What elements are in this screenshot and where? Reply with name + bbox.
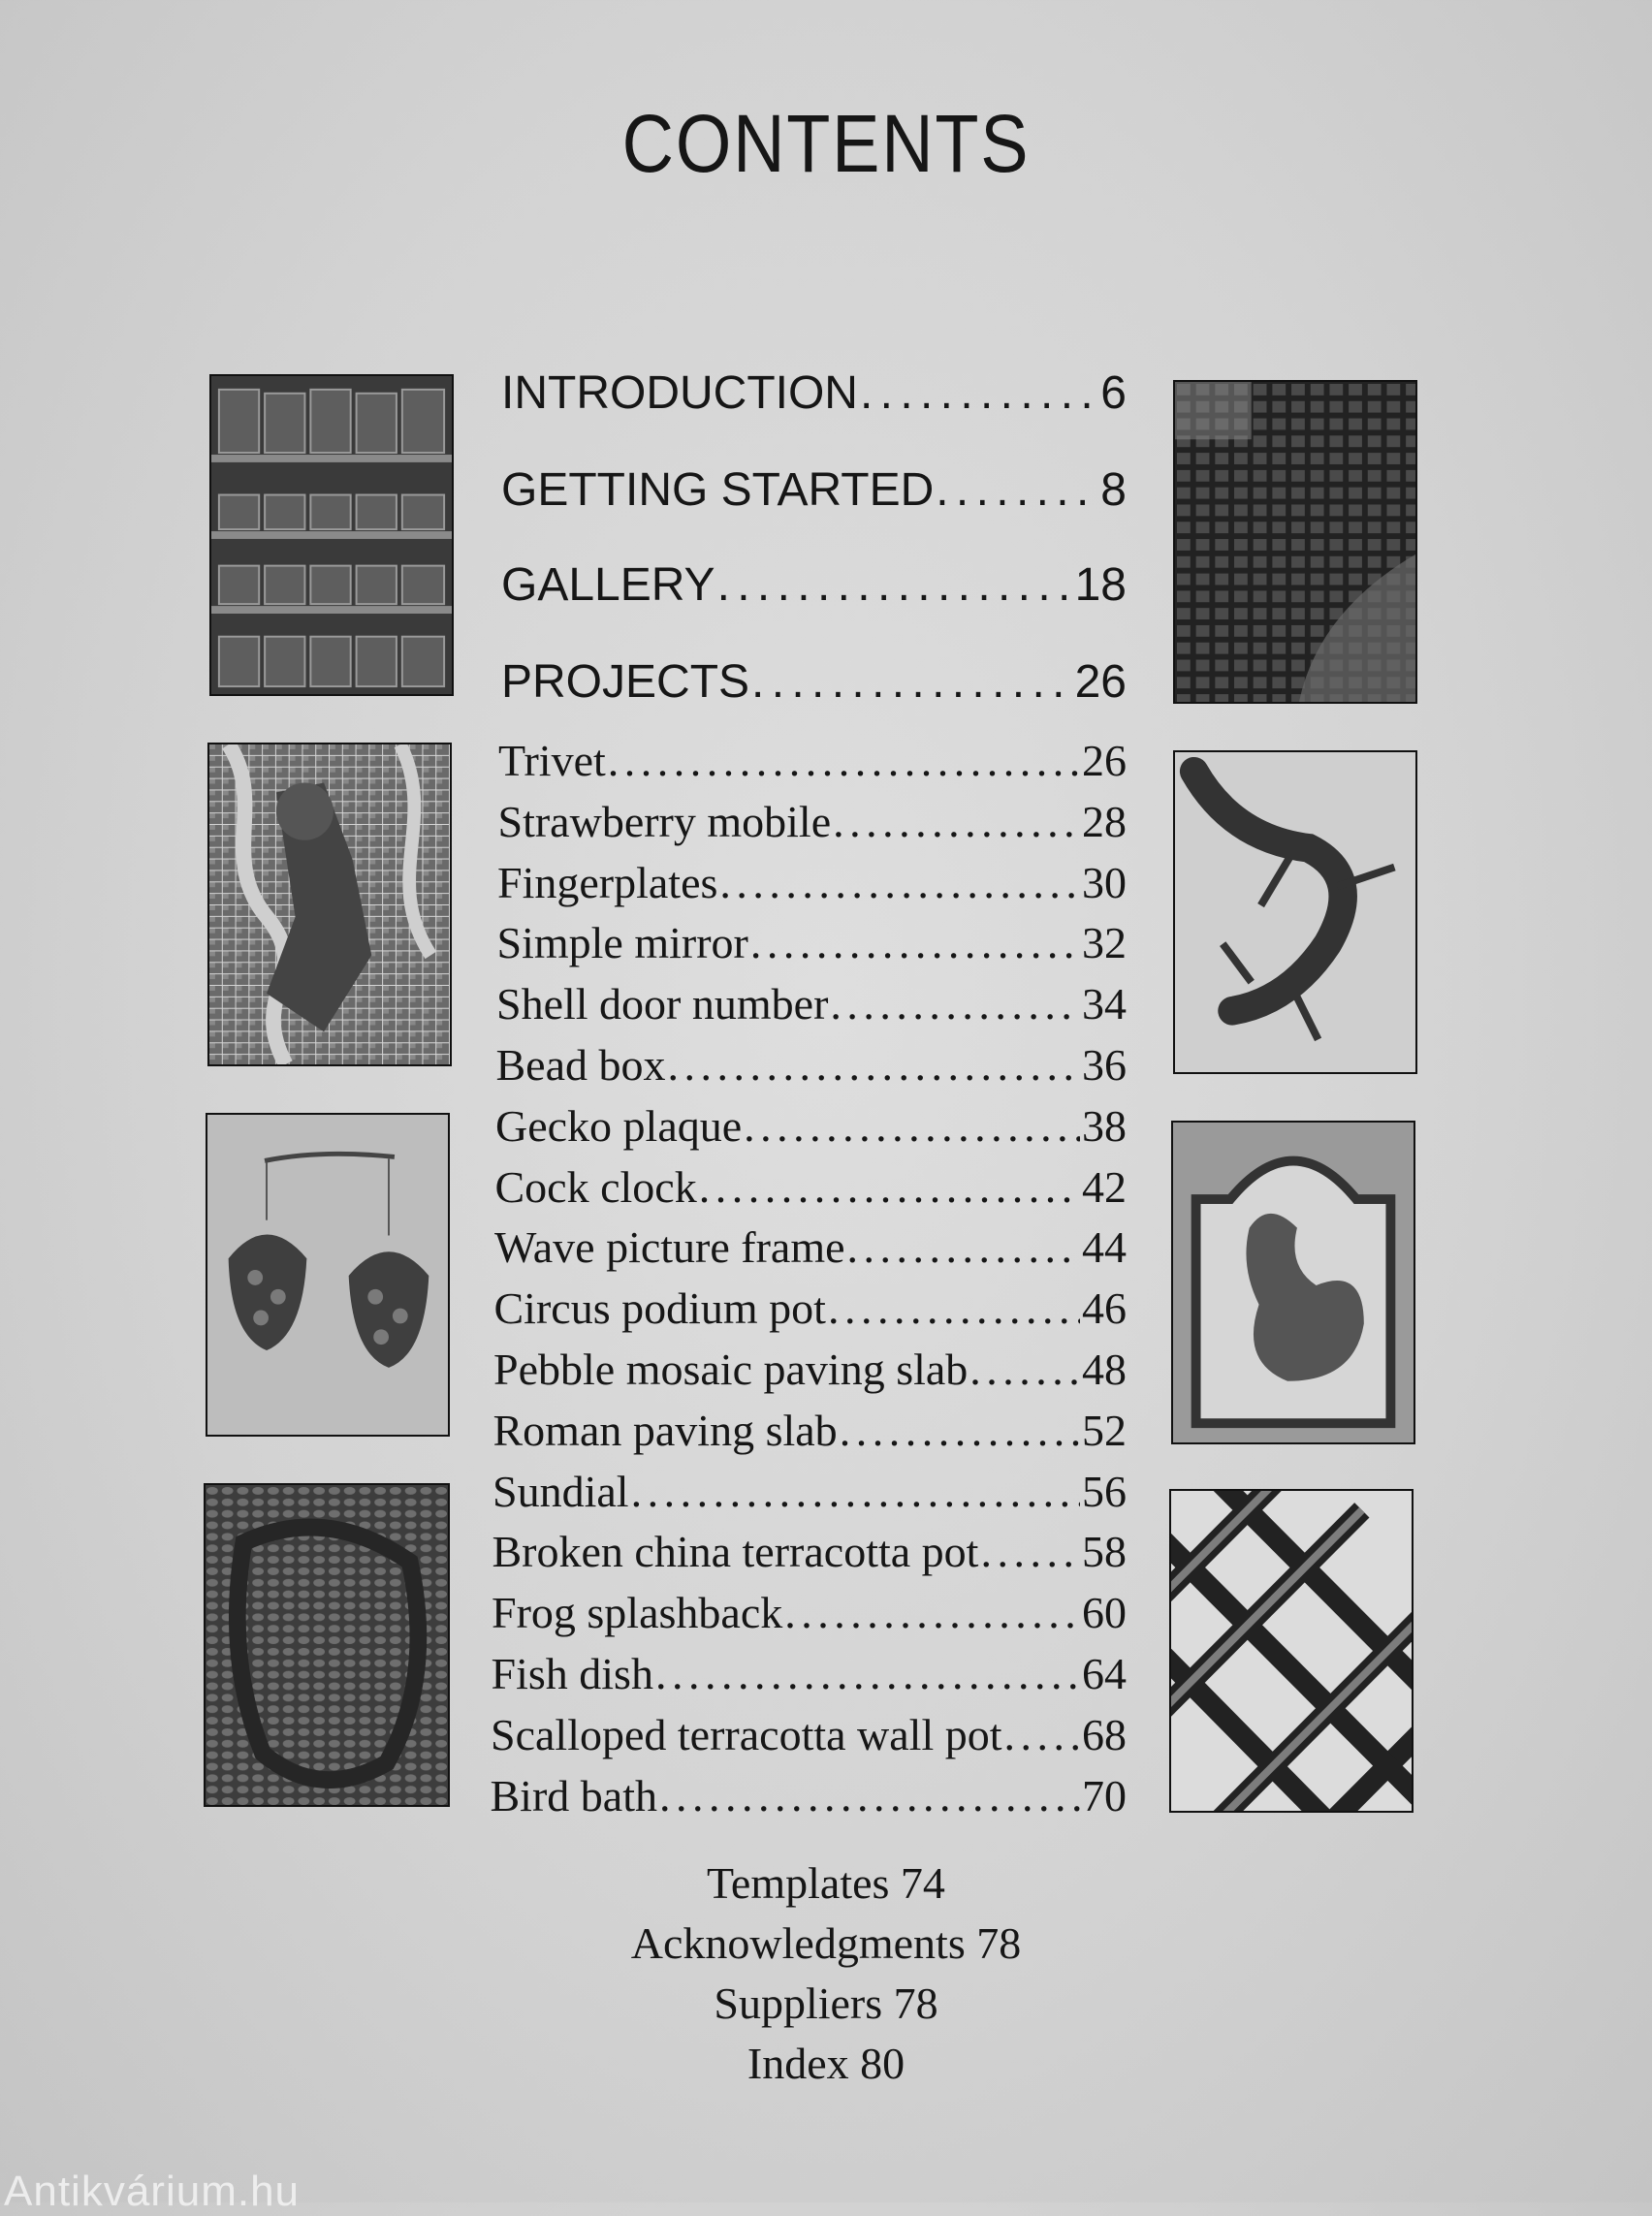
dot-leader bbox=[751, 655, 1073, 709]
dot-leader bbox=[936, 463, 1098, 517]
cat-mosaic-photo bbox=[207, 743, 452, 1066]
toc-page-number: 36 bbox=[1082, 1040, 1127, 1090]
toc-entry-project[interactable] bbox=[493, 1405, 1128, 1463]
toc-label: PROJECTS bbox=[501, 656, 750, 708]
toc-entry-project[interactable] bbox=[492, 1648, 1128, 1706]
toc-label: Circus podium pot bbox=[493, 1283, 826, 1334]
toc-label: Wave picture frame bbox=[494, 1222, 845, 1273]
toc-entry-project[interactable] bbox=[492, 1587, 1127, 1645]
gecko-mosaic-photo bbox=[1173, 750, 1417, 1074]
toc-entry-getting-started[interactable] bbox=[501, 463, 1127, 522]
toc-page-number: 26 bbox=[1074, 656, 1127, 708]
toc-entry-project[interactable] bbox=[498, 735, 1127, 793]
toc-label: Trivet bbox=[498, 736, 606, 785]
toc-page-number: 60 bbox=[1082, 1588, 1127, 1638]
dot-leader bbox=[1004, 1709, 1080, 1760]
toc-entry-project[interactable] bbox=[496, 1039, 1128, 1097]
back-matter bbox=[0, 1853, 1652, 2094]
dot-leader bbox=[784, 1587, 1080, 1638]
dot-leader bbox=[717, 558, 1073, 612]
toc-entry-project[interactable] bbox=[492, 1526, 1128, 1584]
toc-entry-project[interactable] bbox=[498, 796, 1128, 854]
dot-leader bbox=[750, 917, 1080, 968]
toc-entry-project[interactable] bbox=[496, 978, 1127, 1036]
toc-label: Cock clock bbox=[494, 1161, 697, 1212]
page-title: CONTENTS bbox=[621, 98, 1031, 189]
dot-leader bbox=[608, 735, 1080, 786]
dot-leader bbox=[969, 1344, 1080, 1395]
dot-leader bbox=[828, 1282, 1080, 1334]
toc-label: GALLERY bbox=[501, 559, 715, 611]
toc-label: Broken china terracotta pot bbox=[492, 1527, 979, 1577]
dot-leader bbox=[860, 366, 1098, 420]
back-matter-templates[interactable]: Templates 74 bbox=[707, 1858, 945, 1908]
toc-page-number: 52 bbox=[1082, 1405, 1127, 1455]
toc-page-number: 56 bbox=[1082, 1466, 1127, 1516]
toc-page-number: 44 bbox=[1082, 1222, 1127, 1273]
toc-label: Pebble mosaic paving slab bbox=[493, 1345, 969, 1394]
toc-page-number: 48 bbox=[1082, 1345, 1127, 1394]
dot-leader bbox=[659, 1770, 1080, 1821]
back-matter-index[interactable]: Index 80 bbox=[747, 2039, 905, 2088]
toc-label: Strawberry mobile bbox=[497, 796, 832, 846]
toc-page-number: 30 bbox=[1082, 857, 1127, 907]
mosaic-tile-jars-photo bbox=[209, 374, 454, 696]
toc-label: Gecko plaque bbox=[495, 1100, 743, 1151]
toc-label: Simple mirror bbox=[496, 918, 748, 968]
back-matter-acknowledgments[interactable]: Acknowledgments 78 bbox=[630, 1918, 1022, 1968]
dot-leader bbox=[830, 978, 1080, 1029]
cock-clock-photo bbox=[1171, 1121, 1415, 1444]
toc-entry-introduction[interactable] bbox=[501, 366, 1127, 425]
toc-label: INTRODUCTION bbox=[501, 367, 858, 419]
toc-page-number: 70 bbox=[1082, 1770, 1127, 1820]
toc-entry-project[interactable] bbox=[492, 1466, 1127, 1524]
toc-page-number: 6 bbox=[1100, 367, 1127, 419]
dot-leader bbox=[719, 857, 1080, 908]
toc-label: Bird bath bbox=[490, 1770, 657, 1820]
toc-label: Fish dish bbox=[491, 1649, 653, 1698]
toc-entry-project[interactable] bbox=[495, 1100, 1127, 1158]
toc-label: Sundial bbox=[492, 1466, 629, 1516]
toc-page-number: 64 bbox=[1082, 1649, 1127, 1698]
woven-pattern-mosaic-photo bbox=[1169, 1489, 1414, 1813]
toc-page-number: 42 bbox=[1082, 1161, 1127, 1212]
toc-page-number: 8 bbox=[1100, 464, 1127, 516]
toc-label: GETTING STARTED bbox=[501, 464, 935, 516]
toc-label: Frog splashback bbox=[492, 1588, 783, 1638]
watermark: Antikvárium.hu bbox=[4, 2168, 301, 2215]
toc-entry-project[interactable] bbox=[494, 1282, 1128, 1341]
toc-entry-gallery[interactable] bbox=[501, 558, 1127, 617]
dot-leader bbox=[631, 1466, 1080, 1517]
tesserae-photo bbox=[1173, 380, 1417, 704]
toc-entry-project[interactable] bbox=[491, 1709, 1127, 1767]
toc-entry-project[interactable] bbox=[497, 917, 1128, 975]
toc-label: Scalloped terracotta wall pot bbox=[491, 1709, 1002, 1759]
toc-page-number: 46 bbox=[1082, 1283, 1127, 1334]
toc-entry-projects[interactable] bbox=[501, 655, 1127, 713]
toc-page-number: 68 bbox=[1082, 1709, 1127, 1759]
toc-page-number: 18 bbox=[1074, 559, 1127, 611]
toc-page-number: 26 bbox=[1082, 736, 1127, 785]
toc-page-number: 28 bbox=[1082, 796, 1127, 846]
toc-entry-project[interactable] bbox=[495, 1161, 1128, 1219]
dot-leader bbox=[833, 796, 1080, 847]
back-matter-suppliers[interactable]: Suppliers 78 bbox=[714, 1979, 938, 2028]
pebble-mosaic-photo bbox=[204, 1483, 450, 1807]
toc-page-number: 58 bbox=[1082, 1527, 1127, 1577]
toc-label: Bead box bbox=[495, 1040, 666, 1090]
toc-label: Fingerplates bbox=[497, 857, 718, 907]
dot-leader bbox=[840, 1405, 1080, 1456]
toc-page-number: 34 bbox=[1082, 979, 1127, 1029]
dot-leader bbox=[655, 1648, 1080, 1699]
toc-page-number: 32 bbox=[1082, 918, 1127, 968]
toc-label: Roman paving slab bbox=[492, 1405, 838, 1455]
toc-page-number: 38 bbox=[1082, 1100, 1127, 1151]
toc-label: Shell door number bbox=[496, 979, 829, 1029]
toc-entry-project[interactable] bbox=[497, 857, 1127, 915]
dot-leader bbox=[668, 1039, 1080, 1091]
dot-leader bbox=[847, 1221, 1080, 1273]
strawberry-mobile-photo bbox=[206, 1113, 450, 1437]
toc-entry-project[interactable] bbox=[493, 1344, 1127, 1402]
toc-entry-project[interactable] bbox=[494, 1221, 1127, 1280]
dot-leader bbox=[744, 1100, 1080, 1152]
toc-entry-project[interactable] bbox=[491, 1770, 1128, 1828]
dot-leader bbox=[699, 1161, 1080, 1213]
dot-leader bbox=[980, 1526, 1080, 1577]
